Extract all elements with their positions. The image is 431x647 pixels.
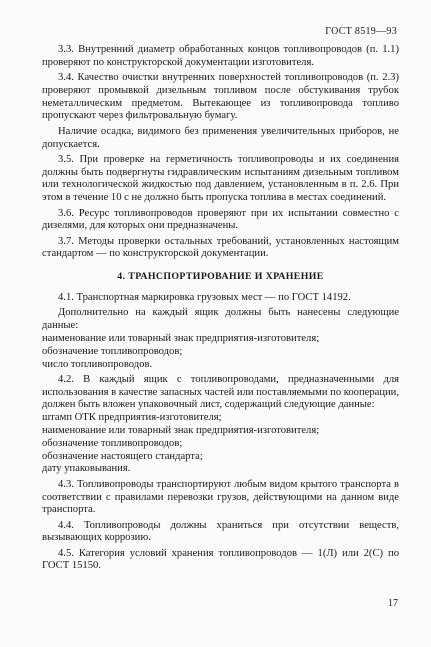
standard-header: ГОСТ 8519—93 (325, 26, 397, 37)
paragraph-sediment: Наличие осадка, видимого без применения увеличительных приборов, не допускается. (42, 125, 399, 150)
page-content (42, 44, 399, 573)
list-item: обозначение настоящего стандарта; (42, 450, 203, 462)
page-number: 17 (388, 598, 398, 609)
paragraph-4-1: 4.1. Транспортная маркировка грузовых мест — по ГОСТ 14192. (58, 292, 351, 304)
list-item: штамп ОТК предприятия-изготовителя; (42, 412, 222, 424)
list-item: обозначение топливопроводов; (42, 437, 183, 449)
list-item: наименование или товарный знак предприятия-изготовителя; (42, 425, 320, 437)
paragraph-3-6: 3.6. Ресурс топливопроводов проверяют при их испытании совместно с дизелями, для которых они предназначены. (42, 207, 399, 232)
list-item: наименование или товарный знак предприятия-изготовителя; (42, 332, 320, 344)
paragraph-3-4: 3.4. Качество очистки внутренних поверхностей топливопроводов (п. 2.3) проверяют промывкой дизельным топливом после обстукивания трубок неметаллическим предметом. Вытекающее из топливопровода топливо пропускают через фильтровальную бумагу. (42, 72, 399, 122)
section-4-heading: 4. ТРАНСПОРТИРОВАНИЕ И ХРАНЕНИЕ (117, 271, 324, 283)
paragraph-additional-data: Дополнительно на каждый ящик должны быть нанесены следующие данные: (42, 307, 399, 332)
paragraph-4-5: 4.5. Категория условий хранения топливопроводов — 1(Л) или 2(С) по ГОСТ 15150. (42, 547, 399, 572)
list-item: дату упаковывания. (42, 463, 131, 475)
paragraph-3-7: 3.7. Методы проверки остальных требований, установленных настоящим стандартом — по конструкторской документации. (42, 235, 399, 260)
list-item: число топливопроводов. (42, 358, 153, 370)
paragraph-3-3: 3.3. Внутренний диаметр обработанных концов топливопроводов (п. 1.1) проверяют по конструкторской документации изготовителя. (42, 44, 399, 68)
paragraph-4-2: 4.2. В каждый ящик с топливопроводами, предназначенными для использования в качестве запасных частей или поставляемыми по кооперации, должен быть вложен упаковочный лист, содержащий следующие данные: (42, 373, 400, 411)
paragraph-4-3: 4.3. Топливопроводы транспортируют любым видом крытого транспорта в соответствии с правилами перевозки грузов, действующими на данном виде транспорта. (42, 478, 399, 516)
paragraph-3-5: 3.5. При проверке на герметичность топливопроводы и их соединения должны быть подвергнуты гидравлическим испытаниям дизельным топливом или технологической жидкостью под давлением, установленным в п. 2.6. При этом в течение 10 с не должно быть пропуска топлива в местах соединений. (42, 153, 399, 204)
list-item: обозначение топливопроводов; (42, 345, 183, 357)
paragraph-4-4: 4.4. Топливопроводы должны храниться при отсутствии веществ, вызывающих коррозию. (42, 519, 399, 544)
